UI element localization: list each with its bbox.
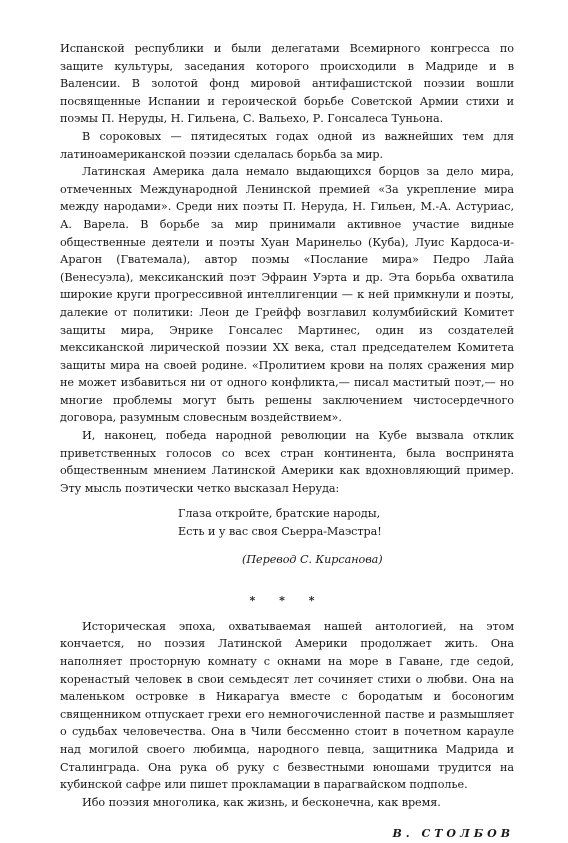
paragraph-peace-fighters: Латинская Америка дала немало выдающихся борцов за дело мира, отмеченных Международной Ленинской премией «За укрепление мира между народами». Среди них поэты П. Неруда, Н. Гильен, М.-А. Астуриас, А. Варела. В борьбе за мир принимали активное участие видные общественные деятели и поэты Хуан Маринельо (Куба), Луис Кардоса-и-Арагон (Гватемала), автор поэмы «Послание мира» Педро Лайа (Венесуэла), мексиканский поэт Эфраин Уэрта и др. Эта борьба охватила широкие круги прогрессивной интеллигенции — к ней примкнули и поэты, далекие от политики: Леон де Грейфф возглавил колумбийский Комитет защиты мира, Энрике Гонсалес Мартинес, один из создателей мексиканской лирической поэзии XX века, стал председателем Комитета защиты мира на своей родине. «Пролитием крови на полях сражения мир не может избавиться ни от одного конфликта,— писал маститый поэт,— но многие проблемы могут быть решены заключением чистосердечного договора, разумным словесным воздействием».: [60, 165, 514, 425]
poem-quote: [178, 505, 514, 540]
paragraph-forties-fifties: В сороковых — пятидесятых годах одной из важнейших тем для латиноамериканской поэзии сделалась борьба за мир.: [60, 129, 514, 161]
section-separator: * * *: [249, 594, 325, 608]
paragraph-closing-line: Ибо поэзия многолика, как жизнь, и бесконечна, как время.: [82, 795, 441, 809]
poem-line-2: Есть и у вас своя Сьерра-Маэстра!: [178, 525, 382, 539]
paragraph-spanish-republic: Испанской республики и были делегатами Всемирного конгресса по защите культуры, заседания которого происходили в Мадриде и в Валенсии. В золотой фонд мировой антифашистской поэзии вошли посвященные Испании и героической борьбе Советской Армии стихи и поэмы П. Неруды, Н. Гильена, С. Вальехо, Р. Гонсалеса Туньона.: [60, 42, 514, 126]
translation-credit: (Перевод С. Кирсанова): [242, 552, 383, 566]
paragraph-historical-epoch: Историческая эпоха, охватываемая нашей антологией, на этом кончается, но поэзия Латинской Америки продолжает жить. Она наполняет просторную комнату с окнами на море в Гаване, где седой, коренастый человек в свои семьдесят лет сочиняет стихи о любви. Она на маленьком островке в Никарагуа вместе с бородатым и босоногим священником отпускает грехи его немногочисленной пастве и размышляет о судьбах человечества. Она в Чили бессменно стоит в почетном карауле над могилой своего любимца, народного певца, защитника Мадрида и Сталинграда. Она рука об руку с безвестными юношами трудится на кубинской сафре или пишет прокламации в парагвайском подполье.: [60, 619, 514, 792]
paragraph-cuban-revolution: И, наконец, победа народной революции на Кубе вызвала отклик приветственных голосов со всех стран континента, была воспринята общественным мнением Латинской Америки как вдохновляющий пример. Эту мысль поэтически четко высказал Неруда:: [60, 429, 514, 495]
document-page: [60, 40, 514, 843]
author-signature: В. СТОЛБОВ: [392, 827, 514, 841]
poem-line-1: Глаза откройте, братские народы,: [178, 507, 381, 521]
